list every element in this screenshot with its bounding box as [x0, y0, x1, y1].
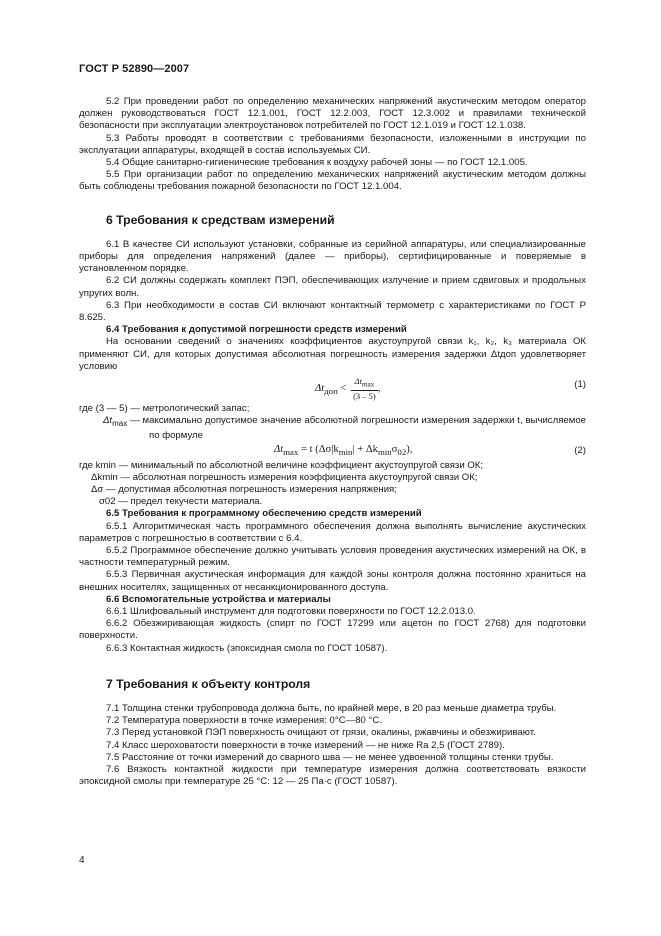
paragraph-6-4-intro: На основании сведений о значениях коэффициентов акустоупругой связи k₁, k₂, k₃ материала ОК применяют СИ, для которых допустимая абсолютная погрешность измерения задержки Δtдоп удовлетворяет условию: [79, 336, 586, 372]
paragraph-7-6: 7.6 Вязкость контактной жидкости при температуре измерения должна соответствовать вязкости эпоксидной смолы при температуре 25 °С: 12 — 25 Па·с (ГОСТ 10587).: [79, 764, 586, 788]
paragraph-6-6-3: 6.6.3 Контактная жидкость (эпоксидная смола по ГОСТ 10587).: [106, 642, 388, 654]
formula-1-expression: $\Delta t_{доп}$ < $\frac{\Delta t_{max}}{(3 - 5)}$ ,: [315, 376, 381, 401]
paragraph-5-2: 5.2 При проведении работ по определению механических напряжений акустическим методом оператор должен руководствоваться ГОСТ 12.1.001, ГОСТ 12.2.003, ГОСТ 12.3.002 и правилами технической безопасности при эксплуатации электроустановок потребителей по ГОСТ 12.1.019 и ГОСТ 12.1.038.: [79, 96, 586, 132]
definition-delta-sigma: Δσ — допустимая абсолютная погрешность измерения напряжения;: [91, 483, 397, 495]
paragraph-5-4: 5.4 Общие санитарно-гигиенические требования к воздуху рабочей зоны — по ГОСТ 12.1.005.: [106, 157, 528, 169]
subsection-6-5-heading: 6.5 Требования к программному обеспечению средств измерений: [106, 508, 422, 520]
paragraph-6-1: 6.1 В качестве СИ используют установки, собранные из серийной аппаратуры, или специализированные приборы для определения напряжений (далее — приборы), сертифицированные и поверяемые в установленном порядке.: [79, 238, 586, 275]
definition-kmin: где kmin — минимальный по абсолютной величине коэффициент акустоупругой связи ОК;: [79, 459, 484, 471]
paragraph-6-2: 6.2 СИ должны содержать комплект ПЭП, обеспечивающих излучение и прием сдвиговых и продольных упругих волн.: [79, 275, 586, 299]
formula-2-expression: $\Delta t_{max} = t$ $(\Delta\sigma|k_{min}| + \Delta k_{min}\sigma_{02})$,: [274, 443, 413, 457]
formula-2-number: (2): [574, 444, 586, 456]
formula-1-number: (1): [574, 379, 586, 391]
paragraph-6-6-2: 6.6.2 Обезжиривающая жидкость (спирт по ГОСТ 17299 или ацетон по ГОСТ 2768) для подготовки поверхности.: [79, 618, 586, 642]
paragraph-7-5: 7.5 Расстояние от точки измерений до сварного шва — не менее удвоенной толщины стенки трубы.: [106, 751, 554, 763]
paragraph-6-5-1: 6.5.1 Алгоритмическая часть программного обеспечения должна выполнять вычисление акустических параметров с погрешностью в соответствии с 6.4.: [79, 520, 586, 544]
formula-1: [79, 373, 586, 403]
document-header: ГОСТ Р 52890—2007: [79, 63, 190, 75]
paragraph-6-5-2: 6.5.2 Программное обеспечение должно учитывать условия проведения акустических измерений на ОК, в частности температурный режим.: [79, 545, 586, 569]
formula-2: [79, 443, 586, 460]
paragraph-5-5: 5.5 При организации работ по определению механических напряжений акустическим методом должны быть соблюдены требования пожарной безопасности по ГОСТ 12.1.004.: [79, 169, 586, 193]
definition-delta-tmax: $\Delta t_{max}$ — максимально допустимое значение абсолютной погрешности измерения задержки t, вычисляемое по формуле: [103, 415, 586, 442]
paragraph-5-3: 5.3 Работы проводят в соответствии с требованиями безопасности, изложенными в инструкции по эксплуатации аппаратуры, входящей в состав используемых СИ.: [79, 132, 586, 156]
document-body: [79, 96, 586, 788]
definition-delta-kmin: Δkmin — абсолютная погрешность измерения коэффициента акустоупругой связи ОК;: [91, 471, 478, 483]
subsection-6-4-heading: 6.4 Требования к допустимой погрешности средств измерений: [106, 324, 407, 336]
definition-sigma02: σ02 — предел текучести материала.: [99, 496, 263, 508]
definition-margin: где (3 — 5) — метрологический запас;: [79, 403, 250, 415]
section-6-heading: 6 Требования к средствам измерений: [106, 212, 335, 227]
section-7-heading: 7 Требования к объекту контроля: [106, 676, 311, 691]
paragraph-7-1: 7.1 Толщина стенки трубопровода должна быть, по крайней мере, в 20 раз меньше диаметра трубы.: [106, 703, 557, 715]
paragraph-7-3: 7.3 Перед установкой ПЭП поверхность очищают от грязи, окалины, ржавчины и обезжиривают.: [106, 727, 536, 739]
subsection-6-6-heading: 6.6 Вспомогательные устройства и материалы: [106, 593, 331, 605]
page-number: 4: [79, 855, 85, 866]
paragraph-6-3: 6.3 При необходимости в состав СИ включают контактный термометр с характеристиками по ГОСТ Р 8.625.: [79, 299, 586, 324]
paragraph-7-2: 7.2 Температура поверхности в точке измерения: 0°С—80 °С.: [106, 715, 382, 727]
paragraph-7-4: 7.4 Класс шероховатости поверхности в точке измерений — не ниже Ra 2,5 (ГОСТ 2789).: [106, 739, 505, 751]
paragraph-6-5-3: 6.5.3 Первичная акустическая информация для каждой зоны контроля должна постоянно храниться на внешних носителях, защищенных от несанкционированного доступа.: [79, 569, 586, 593]
paragraph-6-6-1: 6.6.1 Шлифовальный инструмент для подготовки поверхности по ГОСТ 12.2.013.0.: [106, 606, 476, 618]
